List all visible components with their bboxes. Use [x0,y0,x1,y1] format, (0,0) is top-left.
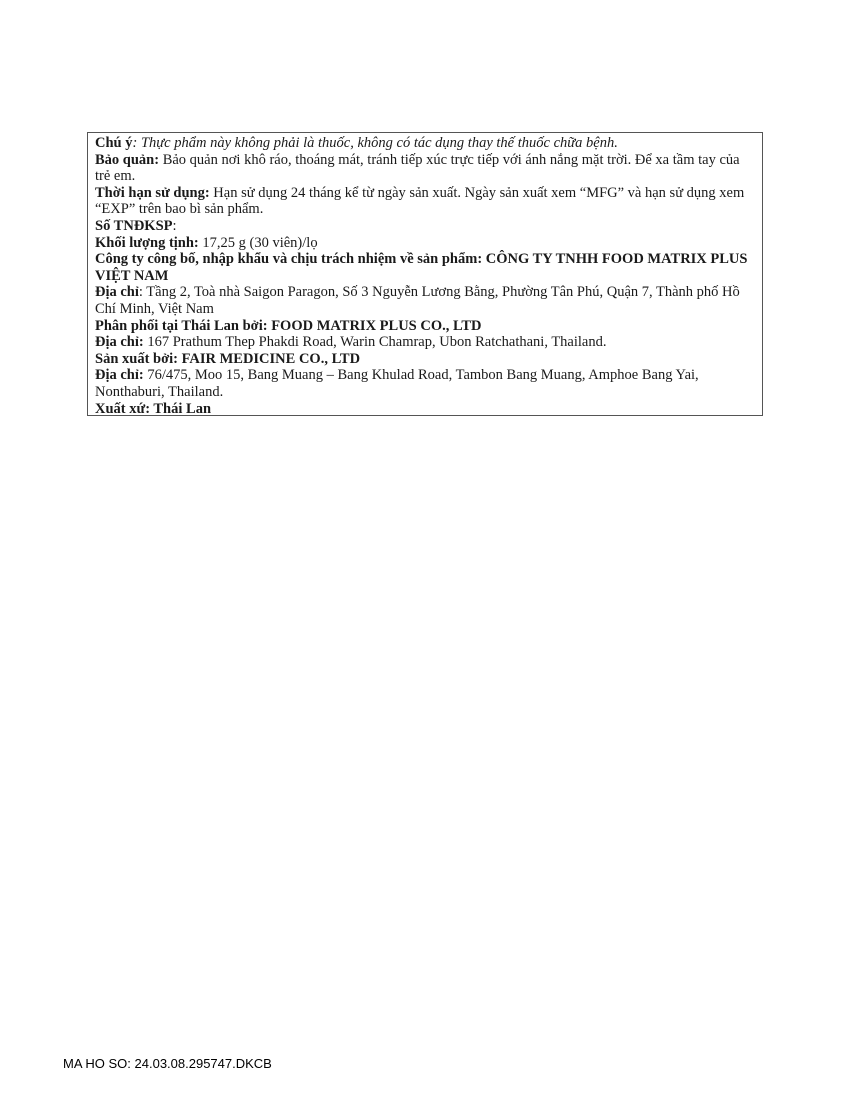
distributor-address-line [95,334,755,351]
net-weight-heading: Khối lượng tịnh: [95,234,199,251]
note-line [95,135,755,152]
net-weight-line [95,235,755,252]
manufacturer-address-line [95,367,755,400]
manufacturer-line: Sản xuất bởi: FAIR MEDICINE CO., LTD [95,350,361,367]
note-text: : Thực phẩm này không phải là thuốc, không có tác dụng thay thế thuốc chữa bệnh. [132,135,618,151]
registration-line [95,218,755,235]
shelf-life-line [95,185,755,218]
company-address-line [95,284,755,317]
storage-heading: Bảo quản: [95,151,160,168]
manufacturer-address-text: 76/475, Moo 15, Bang Muang – Bang Khulad Road, Tambon Bang Muang, Amphoe Bang Yai, Nonthaburi, Thailand. [95,367,699,400]
shelf-life-text: Hạn sử dụng 24 tháng kể từ ngày sản xuất. Ngày sản xuất xem “MFG” và hạn sử dụng xem “EXP” trên bao bì sản phẩm. [95,184,745,218]
storage-text: Bảo quản nơi khô ráo, thoáng mát, tránh tiếp xúc trực tiếp với ánh nắng mặt trời. Để xa tầm tay của trẻ em. [95,151,740,185]
shelf-life-heading: Thời hạn sử dụng: [95,184,210,201]
origin-line: Xuất xứ: Thái Lan [95,400,212,417]
dossier-code: MA HO SO: 24.03.08.295747.DKCB [63,1056,272,1071]
distributor-address-text: 167 Prathum Thep Phakdi Road, Warin Chamrap, Ubon Ratchathani, Thailand. [143,334,607,351]
company-address-heading: Địa chỉ [95,284,139,301]
note-heading: Chú ý [95,135,133,151]
net-weight-text: 17,25 g (30 viên)/lọ [198,234,318,251]
manufacturer-address-heading: Địa chỉ: [95,367,144,384]
registration-text: : [172,217,177,234]
registration-heading: Số TNĐKSP [95,217,173,234]
product-label-box [87,132,763,416]
company-line: Công ty công bố, nhập khẩu và chịu trách nhiệm về sản phẩm: CÔNG TY TNHH FOOD MATRIX PLUS VIỆT NAM [95,251,748,284]
company-address-text: : Tầng 2, Toà nhà Saigon Paragon, Số 3 Nguyễn Lương Bằng, Phường Tân Phú, Quận 7, Thành phố Hồ Chí Minh, Việt Nam [95,284,740,317]
distributor-line: Phân phối tại Thái Lan bởi: FOOD MATRIX PLUS CO., LTD [95,317,482,334]
distributor-address-heading: Địa chỉ: [95,334,144,351]
storage-line [95,152,755,185]
